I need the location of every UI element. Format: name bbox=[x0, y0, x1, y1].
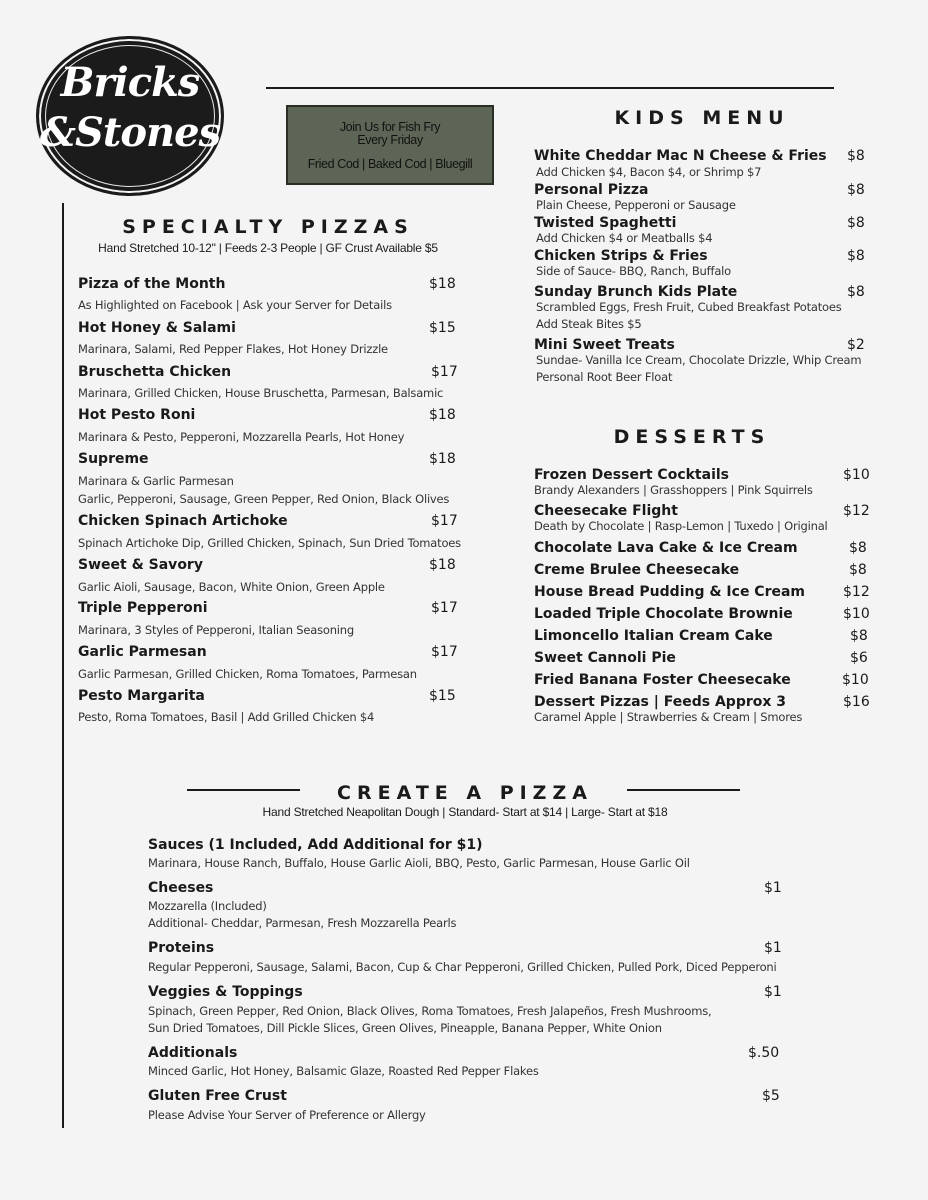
specialty-title: SPECIALTY PIZZAS bbox=[122, 216, 414, 238]
menu-item-name: Dessert Pizzas | Feeds Approx 3 bbox=[534, 694, 787, 710]
menu-item-description: Personal Root Beer Float bbox=[536, 370, 673, 384]
menu-item-description: Death by Chocolate | Rasp-Lemon | Tuxedo | Original bbox=[534, 519, 828, 533]
menu-item-price: $10 bbox=[843, 467, 870, 483]
menu-item-price: $18 bbox=[429, 276, 456, 292]
menu-item-name: Proteins bbox=[148, 940, 215, 956]
menu-item-name: House Bread Pudding & Ice Cream bbox=[534, 584, 806, 600]
menu-item-description: Additional- Cheddar, Parmesan, Fresh Mozzarella Pearls bbox=[148, 916, 457, 930]
menu-item-name: Hot Pesto Roni bbox=[78, 407, 196, 423]
menu-item-price: $8 bbox=[847, 148, 865, 164]
create-left-rule bbox=[187, 789, 300, 791]
left-border bbox=[62, 203, 64, 1128]
menu-item-name: Twisted Spaghetti bbox=[534, 215, 677, 231]
menu-item-price: $6 bbox=[850, 650, 868, 666]
menu-item-name: Chicken Spinach Artichoke bbox=[78, 513, 288, 529]
top-divider bbox=[266, 87, 834, 89]
menu-item-name: Frozen Dessert Cocktails bbox=[534, 467, 729, 483]
create-right-rule bbox=[627, 789, 740, 791]
menu-item-description: Marinara & Pesto, Pepperoni, Mozzarella Pearls, Hot Honey bbox=[78, 430, 405, 444]
menu-item-price: $5 bbox=[762, 1088, 780, 1104]
menu-item-price: $8 bbox=[850, 628, 868, 644]
menu-item-price: $12 bbox=[843, 584, 870, 600]
menu-item-description: Spinach, Green Pepper, Red Onion, Black Olives, Roma Tomatoes, Fresh Jalapeños, Fresh Mushrooms, bbox=[148, 1004, 712, 1018]
menu-item-description: Marinara, Salami, Red Pepper Flakes, Hot Honey Drizzle bbox=[78, 342, 388, 356]
menu-item-description: Garlic, Pepperoni, Sausage, Green Pepper, Red Onion, Black Olives bbox=[78, 492, 450, 506]
menu-item-name: Cheesecake Flight bbox=[534, 503, 678, 519]
menu-item-name: Hot Honey & Salami bbox=[78, 320, 236, 336]
menu-item-name: Cheeses bbox=[148, 880, 214, 896]
menu-item-description: Caramel Apple | Strawberries & Cream | Smores bbox=[534, 710, 803, 724]
menu-item-name: Fried Banana Foster Cheesecake bbox=[534, 672, 791, 688]
create-title: CREATE A PIZZA bbox=[337, 782, 593, 804]
menu-item-price: $18 bbox=[429, 407, 456, 423]
logo-line-2: &Stones bbox=[39, 109, 221, 156]
menu-item-name: Additionals bbox=[148, 1045, 238, 1061]
menu-item-name: Creme Brulee Cheesecake bbox=[534, 562, 740, 578]
menu-item-name: Bruschetta Chicken bbox=[78, 364, 232, 380]
menu-item-price: $17 bbox=[431, 600, 458, 616]
menu-item-price: $17 bbox=[431, 644, 458, 660]
menu-item-name: Triple Pepperoni bbox=[78, 600, 208, 616]
menu-item-description: Garlic Aioli, Sausage, Bacon, White Onion, Green Apple bbox=[78, 580, 385, 594]
menu-item-description: Plain Cheese, Pepperoni or Sausage bbox=[536, 198, 736, 212]
menu-item-price: $2 bbox=[847, 337, 865, 353]
menu-item-price: $10 bbox=[843, 606, 870, 622]
menu-item-name: Sunday Brunch Kids Plate bbox=[534, 284, 738, 300]
menu-item-description: Pesto, Roma Tomatoes, Basil | Add Grilled Chicken $4 bbox=[78, 710, 375, 724]
menu-item-name: Mini Sweet Treats bbox=[534, 337, 675, 353]
menu-item-price: $18 bbox=[429, 451, 456, 467]
specialty-subtitle: Hand Stretched 10-12" | Feeds 2-3 People | GF Crust Available $5 bbox=[98, 241, 438, 255]
menu-item-description: Marinara, House Ranch, Buffalo, House Garlic Aioli, BBQ, Pesto, Garlic Parmesan, House Garlic Oil bbox=[148, 856, 690, 870]
menu-item-price: $12 bbox=[843, 503, 870, 519]
menu-item-description: Brandy Alexanders | Grasshoppers | Pink Squirrels bbox=[534, 483, 813, 497]
menu-item-price: $15 bbox=[429, 320, 456, 336]
menu-item-price: $10 bbox=[842, 672, 869, 688]
menu-item-name: Pizza of the Month bbox=[78, 276, 226, 292]
menu-item-price: $17 bbox=[431, 513, 458, 529]
menu-item-price: $1 bbox=[764, 940, 782, 956]
menu-item-price: $8 bbox=[847, 248, 865, 264]
menu-item-description: As Highlighted on Facebook | Ask your Server for Details bbox=[78, 298, 392, 312]
menu-item-description: Garlic Parmesan, Grilled Chicken, Roma Tomatoes, Parmesan bbox=[78, 667, 417, 681]
fish-fry-promo bbox=[286, 105, 494, 185]
menu-item-price: $16 bbox=[843, 694, 870, 710]
menu-item-price: $15 bbox=[429, 688, 456, 704]
promo-line-1: Join Us for Fish Fry bbox=[339, 120, 441, 134]
menu-item-description: Marinara, Grilled Chicken, House Bruschetta, Parmesan, Balsamic bbox=[78, 386, 444, 400]
menu-item-price: $8 bbox=[849, 562, 867, 578]
menu-item-name: Sweet Cannoli Pie bbox=[534, 650, 676, 666]
menu-item-name: Personal Pizza bbox=[534, 182, 649, 198]
menu-item-description: Marinara & Garlic Parmesan bbox=[78, 474, 234, 488]
create-subtitle: Hand Stretched Neapolitan Dough | Standard- Start at $14 | Large- Start at $18 bbox=[262, 805, 668, 819]
menu-item-price: $17 bbox=[431, 364, 458, 380]
menu-item-name: Limoncello Italian Cream Cake bbox=[534, 628, 773, 644]
menu-item-name: Sauces (1 Included, Add Additional for $1) bbox=[148, 837, 483, 853]
menu-item-name: Garlic Parmesan bbox=[78, 644, 207, 660]
menu-item-price: $8 bbox=[847, 215, 865, 231]
menu-item-description: Scrambled Eggs, Fresh Fruit, Cubed Breakfast Potatoes bbox=[536, 300, 842, 314]
menu-item-description: Sundae- Vanilla Ice Cream, Chocolate Drizzle, Whip Cream bbox=[536, 353, 862, 367]
menu-item-name: Veggies & Toppings bbox=[148, 984, 303, 1000]
menu-item-description: Mozzarella (Included) bbox=[148, 899, 267, 913]
promo-line-3: Fried Cod | Baked Cod | Bluegill bbox=[307, 157, 473, 171]
menu-item-price: $1 bbox=[764, 880, 782, 896]
menu-item-name: Sweet & Savory bbox=[78, 557, 203, 573]
menu-item-description: Add Chicken $4 or Meatballs $4 bbox=[536, 231, 713, 245]
menu-item-description: Add Steak Bites $5 bbox=[536, 317, 642, 331]
menu-item-name: Loaded Triple Chocolate Brownie bbox=[534, 606, 793, 622]
menu-item-name: Gluten Free Crust bbox=[148, 1088, 287, 1104]
menu-item-name: Chicken Strips & Fries bbox=[534, 248, 708, 264]
menu-item-name: Pesto Margarita bbox=[78, 688, 205, 704]
kids-title: KIDS MENU bbox=[614, 107, 790, 129]
menu-item-name: Supreme bbox=[78, 451, 149, 467]
menu-item-name: Chocolate Lava Cake & Ice Cream bbox=[534, 540, 798, 556]
menu-item-description: Sun Dried Tomatoes, Dill Pickle Slices, Green Olives, Pineapple, Banana Pepper, White Onion bbox=[148, 1021, 662, 1035]
menu-item-description: Spinach Artichoke Dip, Grilled Chicken, Spinach, Sun Dried Tomatoes bbox=[78, 536, 461, 550]
menu-item-price: $8 bbox=[847, 284, 865, 300]
menu-item-description: Minced Garlic, Hot Honey, Balsamic Glaze, Roasted Red Pepper Flakes bbox=[148, 1064, 539, 1078]
logo-line-1: Bricks bbox=[60, 59, 200, 106]
menu-item-price: $8 bbox=[849, 540, 867, 556]
menu-item-name: White Cheddar Mac N Cheese & Fries bbox=[534, 148, 827, 164]
menu-item-description: Regular Pepperoni, Sausage, Salami, Bacon, Cup & Char Pepperoni, Grilled Chicken, Pulled Pork, Diced Pepperoni bbox=[148, 960, 777, 974]
menu-item-price: $1 bbox=[764, 984, 782, 1000]
menu-item-price: $.50 bbox=[748, 1045, 780, 1061]
desserts-title: DESSERTS bbox=[613, 426, 771, 448]
menu-item-description: Side of Sauce- BBQ, Ranch, Buffalo bbox=[536, 264, 731, 278]
restaurant-logo bbox=[36, 36, 224, 196]
menu-item-description: Marinara, 3 Styles of Pepperoni, Italian Seasoning bbox=[78, 623, 354, 637]
menu-item-description: Add Chicken $4, Bacon $4, or Shrimp $7 bbox=[536, 165, 762, 179]
promo-line-2: Every Friday bbox=[357, 133, 423, 147]
menu-item-description: Please Advise Your Server of Preference or Allergy bbox=[148, 1108, 426, 1122]
menu-item-price: $18 bbox=[429, 557, 456, 573]
menu-item-price: $8 bbox=[847, 182, 865, 198]
